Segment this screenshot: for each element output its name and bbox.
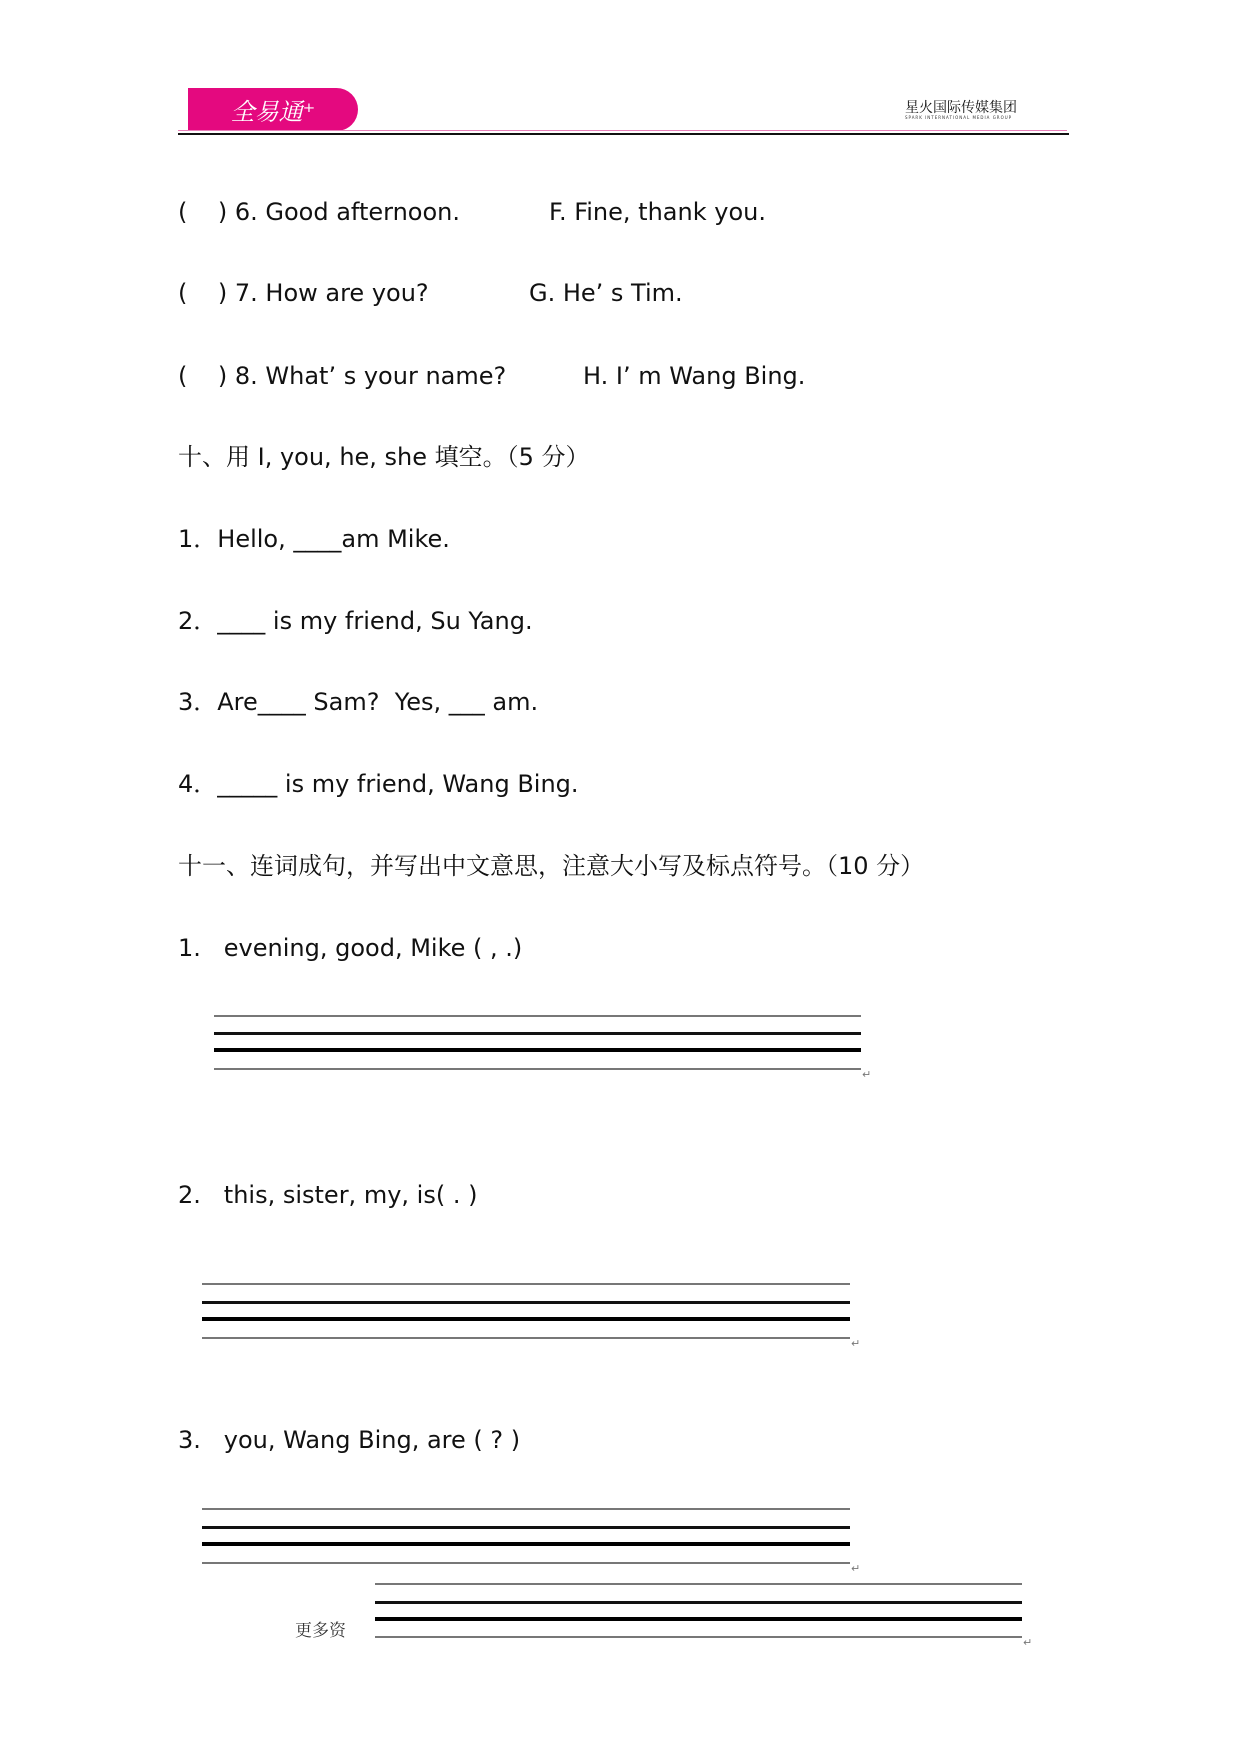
question-8: ( ) 8. What’ s your name?: [178, 362, 507, 390]
logo: [188, 88, 358, 131]
logo-text: 全易通⁺: [230, 98, 316, 126]
sentence-item-3: 3. you, Wang Bing, are ( ? ): [178, 1426, 521, 1454]
question-6: ( ) 6. Good afternoon.: [178, 198, 460, 226]
fill-item-4: 4．_____ is my friend, Wang Bing.: [178, 770, 579, 798]
brand-name: 星火国际传媒集团: [905, 100, 1017, 116]
answer-h: H. I’ m Wang Bing.: [583, 362, 806, 390]
return-mark: ↵: [851, 1337, 861, 1350]
fill-item-3: 3．Are____ Sam? Yes, ___ am.: [178, 688, 539, 716]
section-10-title: 十、用 I, you, he, she 填空。（5 分）: [178, 443, 590, 471]
brand-name-en: SPARK INTERNATIONAL MEDIA GROUP: [905, 115, 1013, 120]
return-mark: ↵: [862, 1068, 872, 1081]
question-7: ( ) 7. How are you?: [178, 279, 429, 307]
fill-item-2: 2．____ is my friend, Su Yang.: [178, 607, 533, 635]
header-rule: [178, 133, 1069, 135]
answer-f: F. Fine, thank you.: [549, 198, 766, 226]
header-rule-pink: [178, 130, 1067, 131]
return-mark: ↵: [851, 1562, 861, 1575]
fill-item-1: 1．Hello, ____am Mike.: [178, 525, 450, 553]
sentence-item-2: 2. this, sister, my, is( . ): [178, 1181, 478, 1209]
return-mark: ↵: [1023, 1636, 1033, 1649]
answer-g: G. He’ s Tim.: [529, 279, 683, 307]
sentence-item-1: 1. evening, good, Mike ( , .): [178, 934, 523, 962]
more-resources-text: 更多资: [295, 1621, 346, 1641]
section-11-title: 十一、连词成句，并写出中文意思，注意大小写及标点符号。（10 分）: [178, 852, 925, 880]
